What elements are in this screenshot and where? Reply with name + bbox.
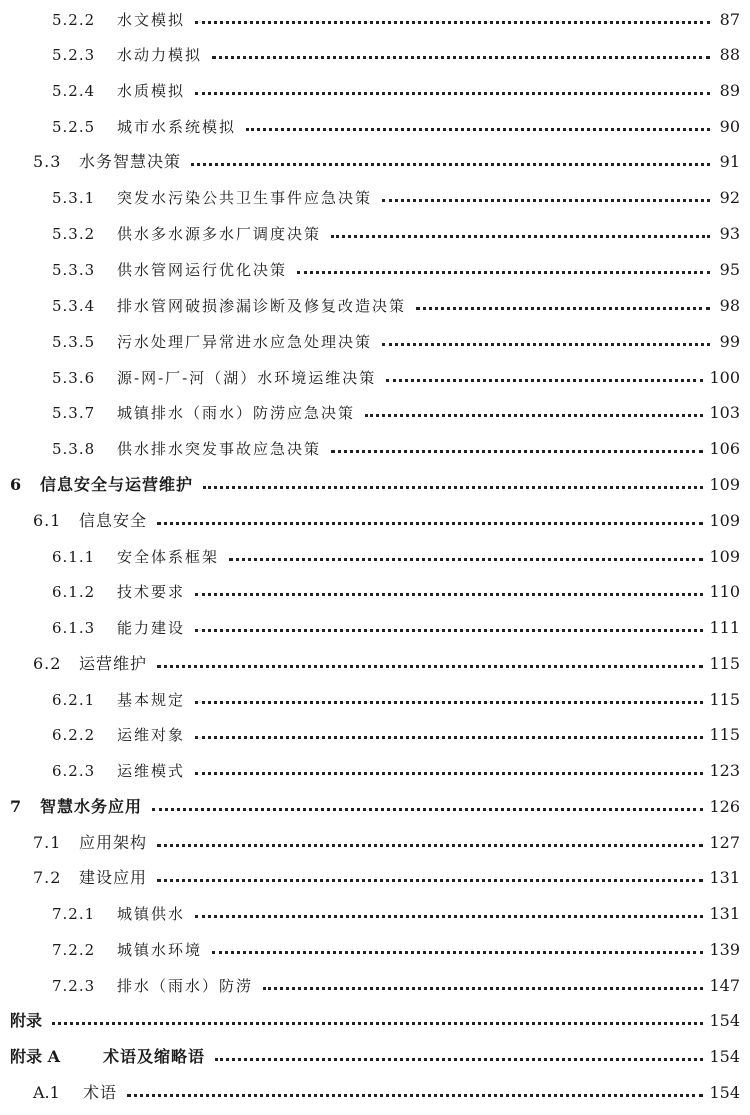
dot-leader xyxy=(382,199,710,202)
dot-leader xyxy=(297,271,710,274)
dot-leader xyxy=(195,21,710,24)
toc-entry-title: 能力建设 xyxy=(117,619,186,637)
toc-entry-number: A.1 xyxy=(33,1083,60,1102)
toc-entry-title: 水质模拟 xyxy=(117,82,186,100)
toc-entry-number: 5.3.5 xyxy=(52,333,96,351)
toc-entry-page: 109 xyxy=(709,547,740,566)
dot-leader xyxy=(195,593,703,596)
toc-entry[interactable] xyxy=(0,580,740,604)
toc-entry-page: 139 xyxy=(709,940,740,959)
toc-entry-title: 水文模拟 xyxy=(117,11,186,29)
toc-entry-title: 应用架构 xyxy=(79,833,148,852)
toc-entry-title: 运营维护 xyxy=(79,654,148,673)
toc-entry-number: 6.2.1 xyxy=(52,691,96,709)
toc-entry[interactable] xyxy=(0,1009,740,1033)
toc-entry-number: 7.2 xyxy=(33,868,62,887)
dot-leader xyxy=(195,915,703,918)
dot-leader xyxy=(212,951,703,954)
dot-leader xyxy=(246,128,710,131)
toc-entry-title: 排水管网破损渗漏诊断及修复改造决策 xyxy=(117,297,407,315)
dot-leader xyxy=(152,808,703,811)
toc-entry-title: 术语 xyxy=(83,1083,118,1102)
toc-entry-title: 术语及缩略语 xyxy=(103,1047,206,1066)
toc-entry-page: 131 xyxy=(709,904,740,923)
dot-leader xyxy=(416,307,710,310)
toc-entry-title: 信息安全与运营维护 xyxy=(40,475,194,494)
toc-entry[interactable] xyxy=(0,795,740,819)
toc-entry-number: 6.2 xyxy=(33,654,62,673)
toc-entry-title: 智慧水务应用 xyxy=(40,797,143,816)
toc-entry-title: 供水排水突发事故应急决策 xyxy=(117,440,322,458)
dot-leader xyxy=(191,163,710,166)
dot-leader xyxy=(195,629,703,632)
toc-entry-number: 5.3.3 xyxy=(52,261,96,279)
toc-entry[interactable] xyxy=(0,437,740,461)
toc-entry-title: 建设应用 xyxy=(79,868,148,887)
toc-entry-number: 7.1 xyxy=(33,833,62,852)
toc-entry[interactable] xyxy=(0,294,740,318)
dot-leader xyxy=(157,522,703,525)
toc-entry[interactable] xyxy=(0,222,740,246)
toc-entry-number: 6.2.3 xyxy=(52,762,96,780)
toc-entry-page: 127 xyxy=(709,833,740,852)
toc-entry[interactable] xyxy=(0,974,740,998)
toc-entry[interactable] xyxy=(0,79,740,103)
dot-leader xyxy=(331,235,710,238)
toc-entry-number: 5.3.6 xyxy=(52,369,96,387)
toc-entry[interactable] xyxy=(0,115,740,139)
toc-entry-page: 115 xyxy=(709,690,740,709)
toc-entry-title: 附录 xyxy=(10,1011,43,1030)
toc-entry-number: 6.1.1 xyxy=(52,548,96,566)
dot-leader xyxy=(263,987,703,990)
toc-entry[interactable] xyxy=(0,330,740,354)
toc-entry-number: 5.2.5 xyxy=(52,118,96,136)
toc-entry-number: 5.3.2 xyxy=(52,225,96,243)
toc-entry[interactable] xyxy=(0,366,740,390)
dot-leader xyxy=(195,92,710,95)
dot-leader xyxy=(331,450,703,453)
toc-entry-page: 110 xyxy=(709,582,740,601)
toc-entry[interactable] xyxy=(0,258,740,282)
toc-entry-page: 87 xyxy=(719,10,740,29)
toc-entry-number: 5.2.3 xyxy=(52,46,96,64)
toc-entry-title: 供水管网运行优化决策 xyxy=(117,261,288,279)
toc-entry-number: 7.2.1 xyxy=(52,905,96,923)
toc-entry[interactable] xyxy=(0,759,740,783)
toc-entry-page: 154 xyxy=(709,1011,740,1030)
toc-entry-page: 115 xyxy=(709,654,740,673)
toc-entry-title: 城市水系统模拟 xyxy=(117,118,237,136)
dot-leader xyxy=(157,844,703,847)
dot-leader xyxy=(157,879,703,882)
dot-leader xyxy=(382,343,710,346)
toc-entry-title: 城镇水环境 xyxy=(117,941,203,959)
toc-entry-page: 154 xyxy=(709,1047,740,1066)
dot-leader xyxy=(52,1022,703,1025)
toc-entry[interactable] xyxy=(0,150,740,174)
dot-leader xyxy=(195,701,703,704)
toc-entry-number: 6.1.3 xyxy=(52,619,96,637)
toc-entry-page: 99 xyxy=(719,332,740,351)
dot-leader xyxy=(127,1094,703,1097)
toc-entry[interactable] xyxy=(0,186,740,210)
toc-entry-number: 5.3 xyxy=(33,152,62,171)
toc-entry[interactable] xyxy=(0,1045,740,1069)
toc-entry-page: 103 xyxy=(709,403,740,422)
toc-entry-page: 147 xyxy=(709,976,740,995)
dot-leader xyxy=(203,486,703,489)
toc-entry-number: 附录 A xyxy=(10,1047,60,1066)
toc-entry-number: 5.2.2 xyxy=(52,11,96,29)
toc-entry[interactable] xyxy=(0,902,740,926)
toc-entry[interactable] xyxy=(0,866,740,890)
toc-entry-number: 6 xyxy=(10,475,22,494)
toc-entry-page: 98 xyxy=(719,296,740,315)
toc-entry-page: 92 xyxy=(719,188,740,207)
toc-entry-number: 5.3.1 xyxy=(52,189,96,207)
toc-entry-page: 91 xyxy=(719,152,740,171)
toc-entry-title: 突发水污染公共卫生事件应急决策 xyxy=(117,189,373,207)
toc-entry[interactable] xyxy=(0,938,740,962)
dot-leader xyxy=(157,665,703,668)
toc-entry-number: 6.1.2 xyxy=(52,583,96,601)
toc-entry-page: 100 xyxy=(709,368,740,387)
toc-entry-title: 安全体系框架 xyxy=(117,548,220,566)
toc-entry-page: 109 xyxy=(709,475,740,494)
toc-entry-number: 5.2.4 xyxy=(52,82,96,100)
toc-entry-title: 源-网-厂-河（湖）水环境运维决策 xyxy=(117,369,377,387)
dot-leader xyxy=(365,414,703,417)
toc-entry[interactable] xyxy=(0,473,740,497)
toc-entry-page: 95 xyxy=(719,260,740,279)
toc-entry-title: 供水多水源多水厂调度决策 xyxy=(117,225,322,243)
toc-entry-number: 6.1 xyxy=(33,511,62,530)
toc-entry-title: 运维对象 xyxy=(117,726,186,744)
toc-entry-page: 89 xyxy=(719,81,740,100)
toc-entry-page: 90 xyxy=(719,117,740,136)
toc-entry[interactable] xyxy=(0,652,740,676)
toc-entry-number: 6.2.2 xyxy=(52,726,96,744)
toc-entry-title: 城镇供水 xyxy=(117,905,186,923)
toc-entry[interactable] xyxy=(0,401,740,425)
toc-entry-title: 城镇排水（雨水）防涝应急决策 xyxy=(117,404,356,422)
toc-entry-number: 5.3.7 xyxy=(52,404,96,422)
toc-entry[interactable] xyxy=(0,509,740,533)
toc-entry-title: 水务智慧决策 xyxy=(79,152,182,171)
toc-entry[interactable] xyxy=(0,723,740,747)
dot-leader xyxy=(195,736,703,739)
toc-entry[interactable] xyxy=(0,688,740,712)
toc-entry-title: 技术要求 xyxy=(117,583,186,601)
dot-leader xyxy=(215,1058,703,1061)
toc-entry-page: 126 xyxy=(709,797,740,816)
toc-entry-title: 信息安全 xyxy=(79,511,148,530)
toc-entry-number: 5.3.4 xyxy=(52,297,96,315)
toc-entry-number: 7 xyxy=(10,797,22,816)
toc-entry-title: 污水处理厂异常进水应急处理决策 xyxy=(117,333,373,351)
toc-entry-page: 111 xyxy=(709,618,740,637)
toc-entry-number: 7.2.2 xyxy=(52,941,96,959)
toc-entry-page: 109 xyxy=(709,511,740,530)
toc-entry[interactable] xyxy=(0,831,740,855)
toc-entry[interactable] xyxy=(0,545,740,569)
toc-entry-page: 88 xyxy=(719,45,740,64)
toc-entry-title: 水动力模拟 xyxy=(117,46,203,64)
toc-entry[interactable] xyxy=(0,616,740,640)
dot-leader xyxy=(229,558,703,561)
toc-entry-title: 基本规定 xyxy=(117,691,186,709)
toc-entry-title: 运维模式 xyxy=(117,762,186,780)
toc-entry-page: 106 xyxy=(709,439,740,458)
toc-entry-page: 115 xyxy=(709,725,740,744)
toc-entry[interactable] xyxy=(0,43,740,67)
toc-entry[interactable] xyxy=(0,1081,740,1105)
toc-entry-title: 排水（雨水）防涝 xyxy=(117,977,254,995)
toc-entry-page: 154 xyxy=(709,1083,740,1102)
dot-leader xyxy=(386,379,703,382)
toc-entry[interactable] xyxy=(0,8,740,32)
dot-leader xyxy=(212,56,710,59)
toc-entry-page: 93 xyxy=(719,224,740,243)
toc-entry-number: 7.2.3 xyxy=(52,977,96,995)
toc-entry-page: 123 xyxy=(709,761,740,780)
dot-leader xyxy=(195,772,703,775)
toc-entry-page: 131 xyxy=(709,868,740,887)
toc-entry-number: 5.3.8 xyxy=(52,440,96,458)
